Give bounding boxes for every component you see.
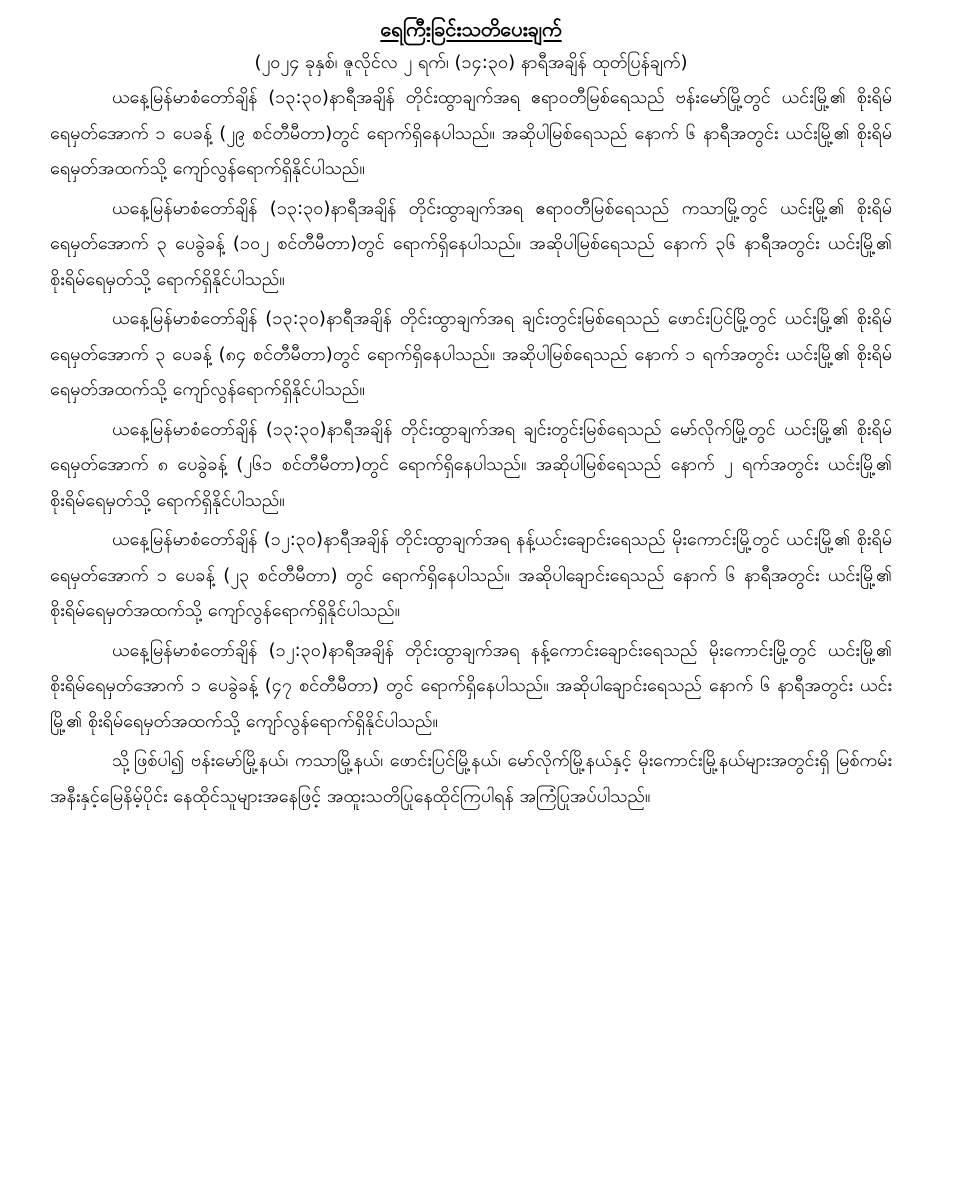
document-title	[50, 14, 892, 44]
paragraph-mogaung-nanyin: ယနေ့မြန်မာစံတော်ချိန် (၁၂:၃၀)နာရီအချိန် တိုင်းထွာချက်အရ နန့်ယင်းချောင်းရေသည် မိုးကောင်းမြို့တွင် ယင်းမြို့၏ စိုးရိမ်ရေမှတ်အောက် ၁ ပေခန့် (၂၃ စင်တီမီတာ) တွင် ရောက်ရှိနေပါသည်။ အဆိုပါချောင်းရေသည် နောက် ၆ နာရီအတွင်း ယင်းမြို့၏ စိုးရိမ်ရေမှတ်အထက်သို့ ကျော်လွန်ရောက်ရှိနိုင်ပါသည်။	[50, 529, 892, 621]
document-title-text: ရေကြီးခြင်းသတိပေးချက်	[380, 17, 562, 41]
document-subtitle: (၂၀၂၄ ခုနှစ်၊ ဇူလိုင်လ ၂ ရက်၊ (၁၄:၃၀) နာရီအချိန် ထုတ်ပြန်ချက်)	[254, 52, 688, 73]
paragraph-bhamo: ယနေ့မြန်မာစံတော်ချိန် (၁၃:၃၀)နာရီအချိန် တိုင်းထွာချက်အရ ဧရာဝတီမြစ်ရေသည် ဗန်းမော်မြို့တွင် ယင်းမြို့၏ စိုးရိမ်ရေမှတ်အောက် ၁ ပေခန့် (၂၉ စင်တီမီတာ)တွင် ရောက်ရှိနေပါသည်။ အဆိုပါမြစ်ရေသည် နောက် ၆ နာရီအတွင်း ယင်းမြို့၏ စိုးရိမ်ရေမှတ်အထက်သို့ ကျော်လွန်ရောက်ရှိနိုင်ပါသည်။	[50, 87, 892, 179]
paragraph-advisory: သို့ဖြစ်ပါ၍ ဗန်းမော်မြို့နယ်၊ ကသာမြို့နယ်၊ ဖောင်းပြင်မြို့နယ်၊ မော်လိုက်မြို့နယ်နှင့် မိုးကောင်းမြို့နယ်များအတွင်းရှိ မြစ်ကမ်းအနီးနှင့်မြေနိမ့်ပိုင်း နေထိုင်သူများအနေဖြင့် အထူးသတိပြုနေထိုင်ကြပါရန် အကြံပြုအပ်ပါသည်။	[50, 750, 892, 807]
paragraph-mawlaik: ယနေ့မြန်မာစံတော်ချိန် (၁၃:၃၀)နာရီအချိန် တိုင်းထွာချက်အရ ချင်းတွင်းမြစ်ရေသည် မော်လိုက်မြို့တွင် ယင်းမြို့၏ စိုးရိမ်ရေမှတ်အောက် ၈ ပေခွဲခန့် (၂၆၁ စင်တီမီတာ)တွင် ရောက်ရှိနေပါသည်။ အဆိုပါမြစ်ရေသည် နောက် ၂ ရက်အတွင်း ယင်းမြို့၏ စိုးရိမ်ရေမှတ်သို့ ရောက်ရှိနိုင်ပါသည်။	[50, 418, 892, 511]
paragraph-katha: ယနေ့မြန်မာစံတော်ချိန် (၁၃:၃၀)နာရီအချိန် တိုင်းထွာချက်အရ ဧရာဝတီမြစ်ရေသည် ကသာမြို့တွင် ယင်းမြို့၏ စိုးရိမ်ရေမှတ်အောက် ၃ ပေခွဲခန့် (၁၀၂ စင်တီမီတာ)တွင် ရောက်ရှိနေပါသည်။ အဆိုပါမြစ်ရေသည် နောက် ၃၆ နာရီအတွင်း ယင်းမြို့၏ စိုးရိမ်ရေမှတ်သို့ ရောက်ရှိနိုင်ပါသည်။	[50, 197, 892, 290]
paragraph-hpaungbyin: ယနေ့မြန်မာစံတော်ချိန် (၁၃:၃၀)နာရီအချိန် တိုင်းထွာချက်အရ ချင်းတွင်းမြစ်ရေသည် ဖောင်းပြင်မြို့တွင် ယင်းမြို့၏ စိုးရိမ်ရေမှတ်အောက် ၃ ပေခန့် (၈၄ စင်တီမီတာ)တွင် ရောက်ရှိနေပါသည်။ အဆိုပါမြစ်ရေသည် နောက် ၁ ရက်အတွင်း ယင်းမြို့၏ စိုးရိမ်ရေမှတ်အထက်သို့ ကျော်လွန်ရောက်ရှိနိုင်ပါသည်။	[50, 308, 892, 400]
paragraph-mogaung-nankaung: ယနေ့မြန်မာစံတော်ချိန် (၁၂:၃၀)နာရီအချိန် တိုင်းထွာချက်အရ နန့်ကောင်းချောင်းရေသည် မိုးကောင်းမြို့တွင် ယင်းမြို့၏ စိုးရိမ်ရေမှတ်အောက် ၁ ပေခွဲခန့် (၄၇ စင်တီမီတာ) တွင် ရောက်ရှိနေပါသည်။ အဆိုပါချောင်းရေသည် နောက် ၆ နာရီအတွင်း ယင်းမြို့၏ စိုးရိမ်ရေမှတ်အထက်သို့ ကျော်လွန်ရောက်ရှိနိုင်ပါသည်။	[50, 639, 892, 732]
